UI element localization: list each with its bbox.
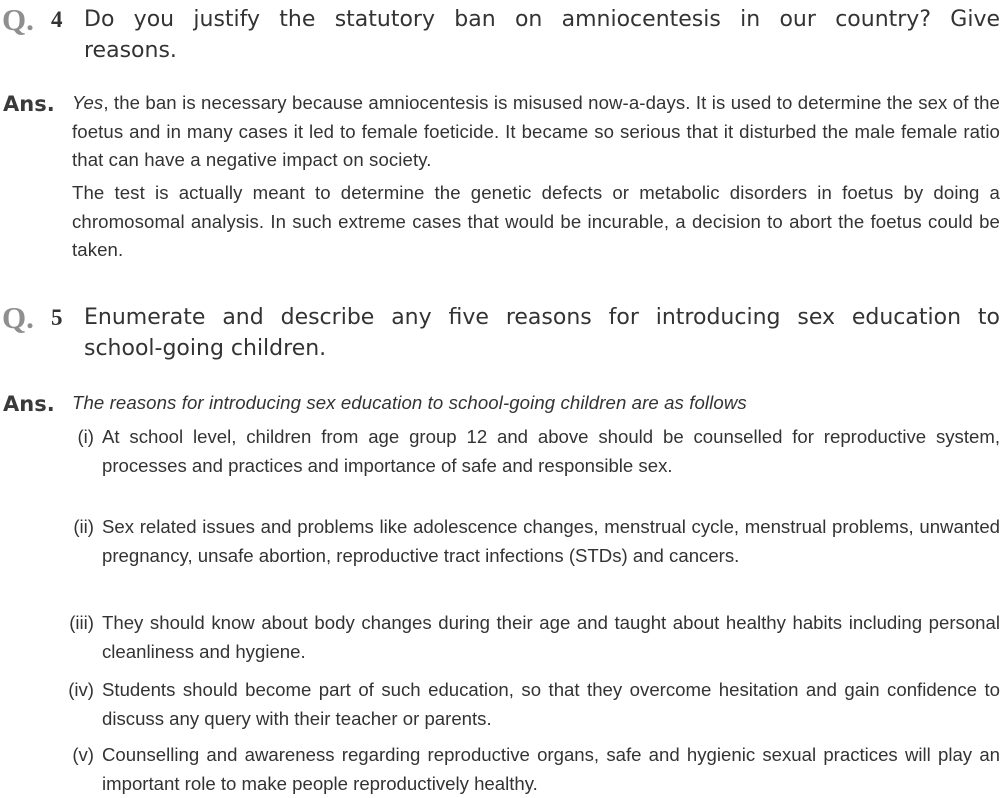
list-item-text: Counselling and awareness regarding reproductive organs, safe and hygienic sexual practices will play an important role to make people reproductively healthy.: [102, 744, 1000, 794]
question-number: 4: [51, 7, 63, 32]
list-item-text: At school level, children from age group 12 and above should be counselled for reproductive system, processes and practices and importance of safe and responsible sex.: [102, 426, 1000, 476]
answer-paragraph-1: [72, 89, 1000, 175]
answer-paragraph-2: The test is actually meant to determine the genetic defects or metabolic disorders in foetus by doing a chromosomal analysis. In such extreme cases that would be incurable, a decision to abort the foetus could be taken.: [72, 182, 1000, 261]
question-line-2: reasons.: [84, 38, 177, 63]
answer-intro-text: The reasons for introducing sex education to school-going children are as follows: [72, 392, 747, 413]
list-item-text: They should know about body changes during their age and taught about healthy habits including personal cleanliness and hygiene.: [102, 612, 1000, 662]
answer-text: , the ban is necessary because amniocentesis is misused now-a-days. It is used to determine the sex of the foetus and in many cases it led to female foeticide. It became so serious that it disturbed the male female ratio that can have a negative impact on society.: [72, 92, 1000, 171]
list-item-number: (v): [72, 744, 94, 765]
question-number: 5: [51, 305, 63, 330]
question-line-2: school-going children.: [84, 336, 327, 361]
list-item-number: (iii): [69, 612, 94, 633]
answer-label: Ans.: [3, 392, 55, 416]
answer-label: Ans.: [3, 92, 55, 116]
list-item-number: (iv): [68, 679, 94, 700]
question-label: Q.: [2, 2, 34, 37]
answer-intro: [72, 389, 1000, 418]
list-item-number: (ii): [73, 516, 94, 537]
question-text: [84, 302, 1000, 364]
list-item-text: Students should become part of such education, so that they overcome hesitation and gain confidence to discuss any query with their teacher or parents.: [102, 679, 1000, 729]
question-label: Q.: [2, 300, 34, 335]
question-line-1: Enumerate and describe any five reasons for introducing sex education to: [84, 305, 1000, 330]
list-item-number: (i): [77, 426, 94, 447]
question-text: [84, 4, 1000, 66]
question-line-1: Do you justify the statutory ban on amniocentesis in our country? Give: [84, 7, 1000, 32]
answer-lead: Yes: [72, 92, 104, 113]
list-item-text: Sex related issues and problems like adolescence changes, menstrual cycle, menstrual problems, unwanted pregnancy, unsafe abortion, reproductive tract infections (STDs) and cancers.: [102, 516, 1000, 566]
